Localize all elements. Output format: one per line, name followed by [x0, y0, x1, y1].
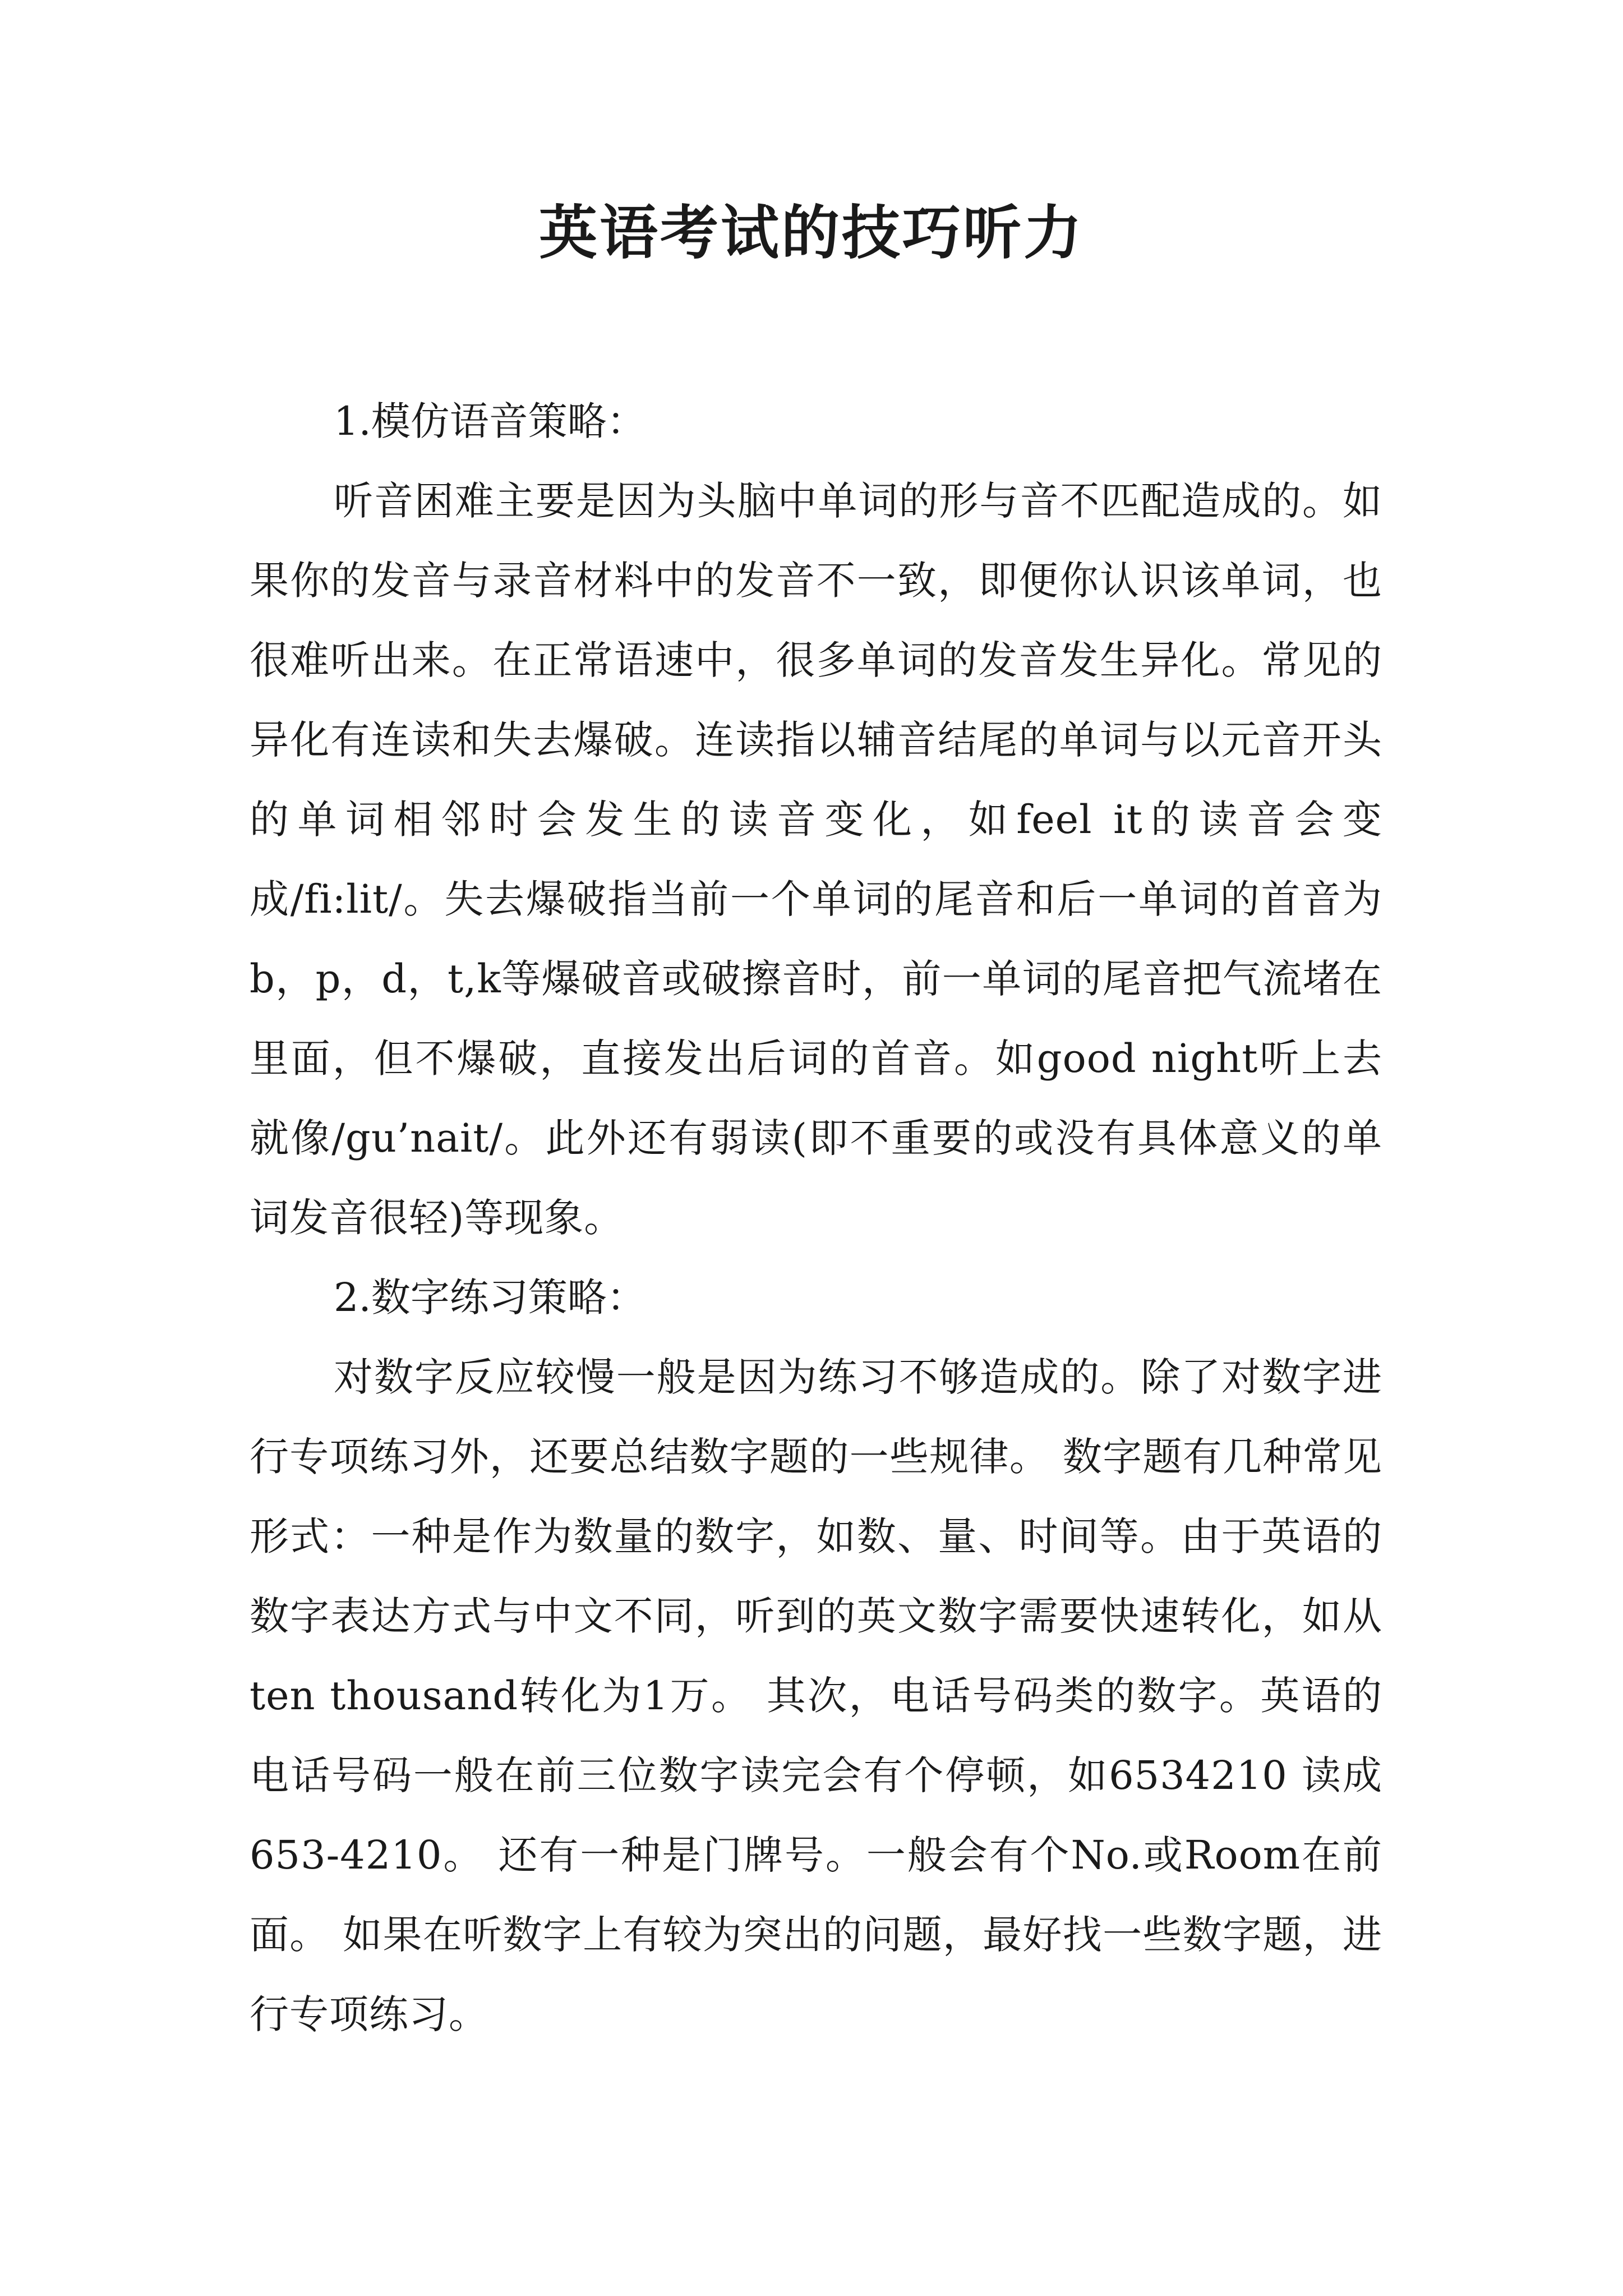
section-heading-numbers: 2.数字练习策略： — [334, 1274, 646, 1320]
document-body — [250, 381, 1382, 2054]
document-title: 英语考试的技巧听力 — [538, 198, 1084, 267]
section-paragraph-imitation: 听音困难主要是因为头脑中单词的形与音不匹配造成的。如果你的发音与录音材料中的发音不一致，即便你认识该单词，也很难听出来。在正常语速中，很多单词的发音发生异化。常见的异化有连读和失去爆破。连读指以辅音结尾的单词与以元音开头的单词相邻时会发生的读音变化，如feel it的读音会变成/fi:lit/。失去爆破指当前一个单词的尾音和后一单词的首音为b，p，d，t,k等爆破音或破擦音时，前一单词的尾音把气流堵在里面，但不爆破，直接发出后词的首音。如good night听上去就像/gu’nait/。此外还有弱读(即不重要的或没有具体意义的单词发音很轻)等现象。 — [250, 478, 1382, 1241]
section-heading-imitation: 1.模仿语音策略： — [334, 398, 646, 444]
section-paragraph-numbers: 对数字反应较慢一般是因为练习不够造成的。除了对数字进行专项练习外，还要总结数字题的一些规律。 数字题有几种常见形式：一种是作为数量的数字，如数、量、时间等。由于英语的数字表达方式与中文不同，听到的英文数字需要快速转化，如从ten thousand转化为1万。 其次，电话号码类的数字。英语的电话号码一般在前三位数字读完会有个停顿，如6534210 读成653-4210。 还有一种是门牌号。一般会有个No.或Room在前面。 如果在听数字上有较为突出的问题，最好找一些数字题，进行专项练习。 — [250, 1354, 1382, 2037]
